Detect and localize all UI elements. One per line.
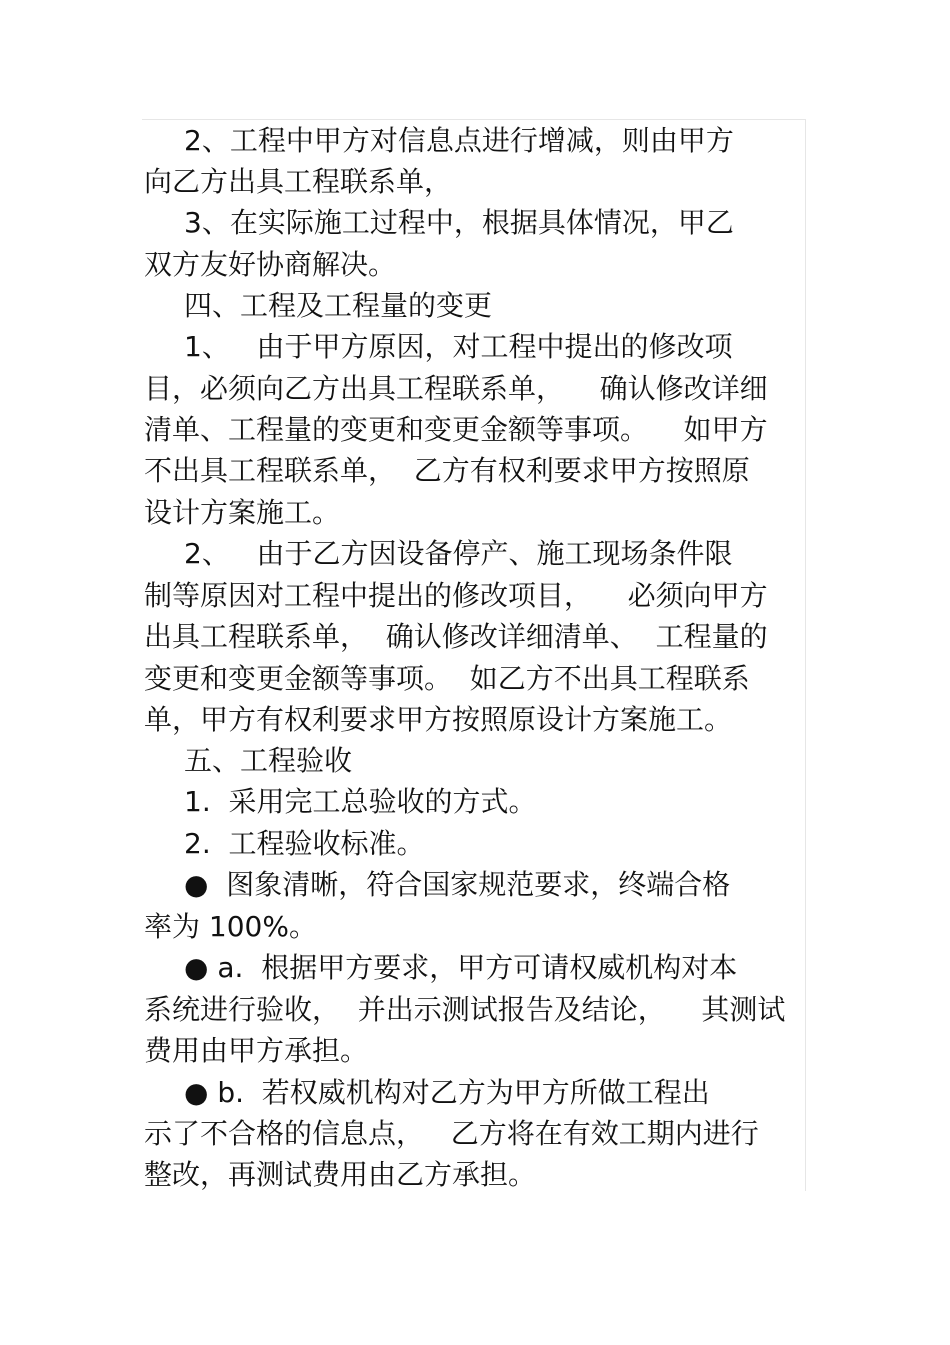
text-line: 2. 工程验收标准。	[184, 827, 425, 860]
text-line: 不出具工程联系单， 乙方有权利要求甲方按照原	[144, 454, 750, 487]
text-line: 制等原因对工程中提出的修改项目， 必须向甲方	[144, 579, 768, 612]
text-line: 设计方案施工。	[144, 496, 341, 529]
text-line: 清单、工程量的变更和变更金额等事项。 如甲方	[144, 413, 768, 446]
text-line: 费用由甲方承担。	[144, 1034, 369, 1067]
text-line: 单，甲方有权利要求甲方按照原设计方案施工。	[144, 703, 733, 736]
text-line: 率为 100%。	[144, 910, 317, 943]
text-line: 示了不合格的信息点， 乙方将在有效工期内进行	[144, 1117, 759, 1150]
text-line: 向乙方出具工程联系单，	[144, 165, 453, 198]
text-line: 出具工程联系单， 确认修改详细清单、 工程量的	[144, 620, 768, 653]
text-line: 双方友好协商解决。	[144, 248, 397, 281]
section-heading: 五、工程验收	[184, 744, 353, 777]
text-line: 变更和变更金额等事项。 如乙方不出具工程联系	[144, 662, 750, 695]
section-heading: 四、工程及工程量的变更	[184, 289, 493, 322]
bullet-line: ● b. 若权威机构对乙方为甲方所做工程出	[184, 1076, 710, 1109]
text-line: 2、工程中甲方对信息点进行增减，则由甲方	[184, 124, 734, 157]
text-line: 整改，再测试费用由乙方承担。	[144, 1158, 537, 1191]
text-line: 1. 采用完工总验收的方式。	[184, 785, 537, 818]
bullet-line: ● 图象清晰，符合国家规范要求，终端合格	[184, 868, 731, 901]
text-line: 1、 由于甲方原因，对工程中提出的修改项	[184, 330, 733, 363]
text-line: 3、在实际施工过程中，根据具体情况，甲乙	[184, 206, 734, 239]
bullet-line: ● a. 根据甲方要求，甲方可请权威机构对本	[184, 951, 738, 984]
text-line: 系统进行验收， 并出示测试报告及结论， 其测试	[144, 993, 786, 1026]
text-line: 2、 由于乙方因设备停产、施工现场条件限	[184, 537, 733, 570]
text-line: 目，必须向乙方出具工程联系单， 确认修改详细	[144, 372, 768, 405]
